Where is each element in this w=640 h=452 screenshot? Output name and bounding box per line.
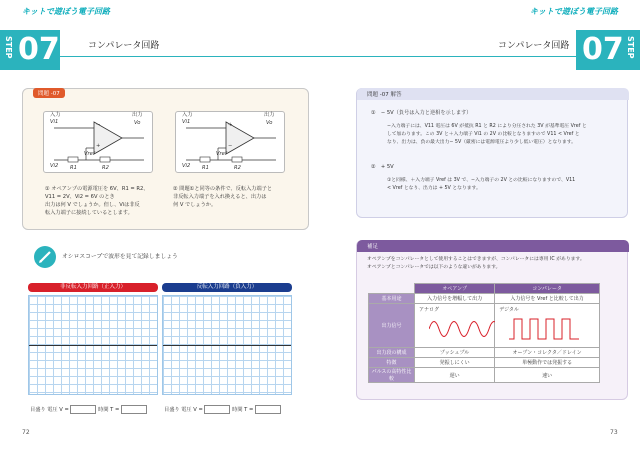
col-opamp: オペアンプ [415,284,495,294]
voltage-label: 電圧 V = [47,407,69,413]
ans1-line: −入力端子には、V11 電圧は 6V が抵抗 R1 と R2 により分圧された 3V が基準電圧 Vref と [387,124,587,129]
c2-label-minus: + [228,122,233,128]
c1-label-vref: Vref [84,151,95,157]
row-label: 基本用途 [369,294,415,304]
voltage-label: 電圧 V = [181,407,203,413]
circuit-diagram-2 [175,111,285,173]
c2-label-vi1: Vi1 [182,119,191,125]
question-box [22,88,309,230]
c1-label-r2: R2 [102,165,109,171]
row-label: 特徴 [369,358,415,368]
question-1 [45,185,170,217]
answer-2-body [387,177,623,193]
range-label: 目盛り [30,407,46,413]
table-row [369,304,600,348]
row-label: 出力信号 [369,304,415,348]
analog-label: アナログ [419,307,440,313]
table-header-row [369,284,600,294]
chapter-title: コンパレータ回路 [498,41,570,51]
q1-line: V11 = 2V、Vi2 = 6V のとき [45,194,115,200]
time-label: 時間 T = [98,407,120,413]
cell-opamp-waveform [415,304,495,348]
c2-label-plus: − [228,143,233,149]
comparison-table [368,283,600,383]
c2-label-r1: R1 [202,165,209,171]
cell-opamp: プッシュプル [415,348,495,358]
table-row [369,348,600,358]
row-label: パルスの高特性比較 [369,368,415,383]
question-tag: 問題 -07 [33,88,65,98]
q1-line: ① オペアンプの電源電圧を 6V、R1 = R2、 [45,186,149,192]
ans1-line: なり、出力は、負の最大出力− 5V（厳密には電源電圧より少し低い電圧）となります。 [387,140,576,145]
readout-1 [30,405,147,414]
cell-comparator-waveform [495,304,600,348]
cell-opamp: 遅い [415,368,495,383]
supplement-tag: 補足 [357,240,629,252]
cell-comparator: 単極動作では発振する [495,358,600,368]
circuit-diagram-1 [43,111,153,173]
c1-label-vi2: Vi2 [50,163,59,169]
supp-line: オペアンプとコンパレータでは以下のような違いがあります。 [367,265,501,270]
readout-2 [164,405,281,414]
q1-line: 転入力端子に接続しているとします。 [45,210,133,216]
step-label: STEP [626,36,635,59]
panel2-title: 反転入力回路（負入力） [162,283,292,292]
time-field-1[interactable] [121,405,147,414]
ans2-line: ①と同様、＋入力端子 Vref は 3V で、−入力端子の 2V との比較になりますので、V11 [387,178,576,183]
c2-label-in: 入力 [182,112,193,118]
digital-wave-icon [509,314,579,344]
answer-box [356,88,628,218]
range-label: 目盛り [164,407,180,413]
voltage-field-2[interactable] [204,405,230,414]
step-number: 07 [18,32,60,67]
supp-line: オペアンプをコンパレータとして使用することはできますが、コンパレータには専用 IC があります。 [367,257,585,262]
page-number-right: 73 [610,429,618,436]
chapter-title: コンパレータ回路 [88,41,160,51]
cell-opamp: 入力信号を増幅して出力 [415,294,495,304]
c2-label-vi2: Vi2 [182,163,191,169]
c2-label-r2: R2 [234,165,241,171]
header-rule [60,56,320,57]
answer-tag: 問題 -07 解答 [357,88,629,100]
right-page [320,0,640,452]
pencil-icon [34,246,56,268]
c1-label-minus: − [96,122,101,128]
panel1-title: 非反転入力回路（正入力） [28,283,158,292]
grid-axis [163,345,291,346]
oscilloscope-grid-1[interactable] [28,295,158,395]
c2-label-out: 出力 [264,112,275,118]
q2-line: 非反転入力端子を入れ換えると、出力は [173,194,267,200]
answer-1-body [387,123,623,147]
step-label: STEP [4,36,13,59]
oscilloscope-grid-2[interactable] [162,295,292,395]
time-label: 時間 T = [232,407,254,413]
ans2-line: < Vref となり、出力は + 5V となります。 [387,186,481,191]
c1-label-plus: + [96,143,101,149]
cell-comparator: オープン・コレクタ／ドレイン [495,348,600,358]
series-title: キットで遊ぼう電子回路 [530,7,618,16]
step-badge [576,30,640,70]
page-number-left: 72 [22,429,30,436]
series-title: キットで遊ぼう電子回路 [22,7,110,16]
cell-opamp: 発振しにくい [415,358,495,368]
answer-1-head: ① − 5V（負号は入力と逆相を示します） [371,110,472,116]
scope-instruction: オシロスコープで波形を見て記録しましょう [62,254,178,260]
ans1-line: して加わります。この 3V と＋入力端子 Vi1 の 2V の比較となりますので V11 < Vref と [387,132,580,137]
q2-line: 何 V でしょうか。 [173,202,217,208]
row-label: 出力段の構成 [369,348,415,358]
analog-wave-icon [429,314,499,344]
q1-line: 出力は何 V でしょうか。但し、Viは非反 [45,202,140,208]
c1-label-r1: R1 [70,165,77,171]
c1-label-vi1: Vi1 [50,119,59,125]
col-comparator: コンパレータ [495,284,600,294]
table-row [369,294,600,304]
cell-comparator: 入力信号を Vref と比較して出力 [495,294,600,304]
voltage-field-1[interactable] [70,405,96,414]
c1-label-in: 入力 [50,112,61,118]
digital-label: デジタル [499,307,519,313]
q2-line: ② 問題①と同等の条件で、反転入力端子と [173,186,273,192]
supplement-text [367,256,623,272]
c2-label-vo: Vo [266,120,273,126]
answer-2-head: ② + 5V [371,164,394,170]
question-2 [173,185,303,209]
step-number: 07 [582,32,624,67]
time-field-2[interactable] [255,405,281,414]
header-rule [320,56,576,57]
c2-label-vref: Vref [216,151,227,157]
step-badge [0,30,60,70]
cell-comparator: 速い [495,368,600,383]
c1-label-out: 出力 [132,112,143,118]
c1-label-vo: Vo [134,120,141,126]
table-corner [369,284,415,294]
table-row [369,368,600,383]
grid-axis [29,345,157,346]
table-row [369,358,600,368]
